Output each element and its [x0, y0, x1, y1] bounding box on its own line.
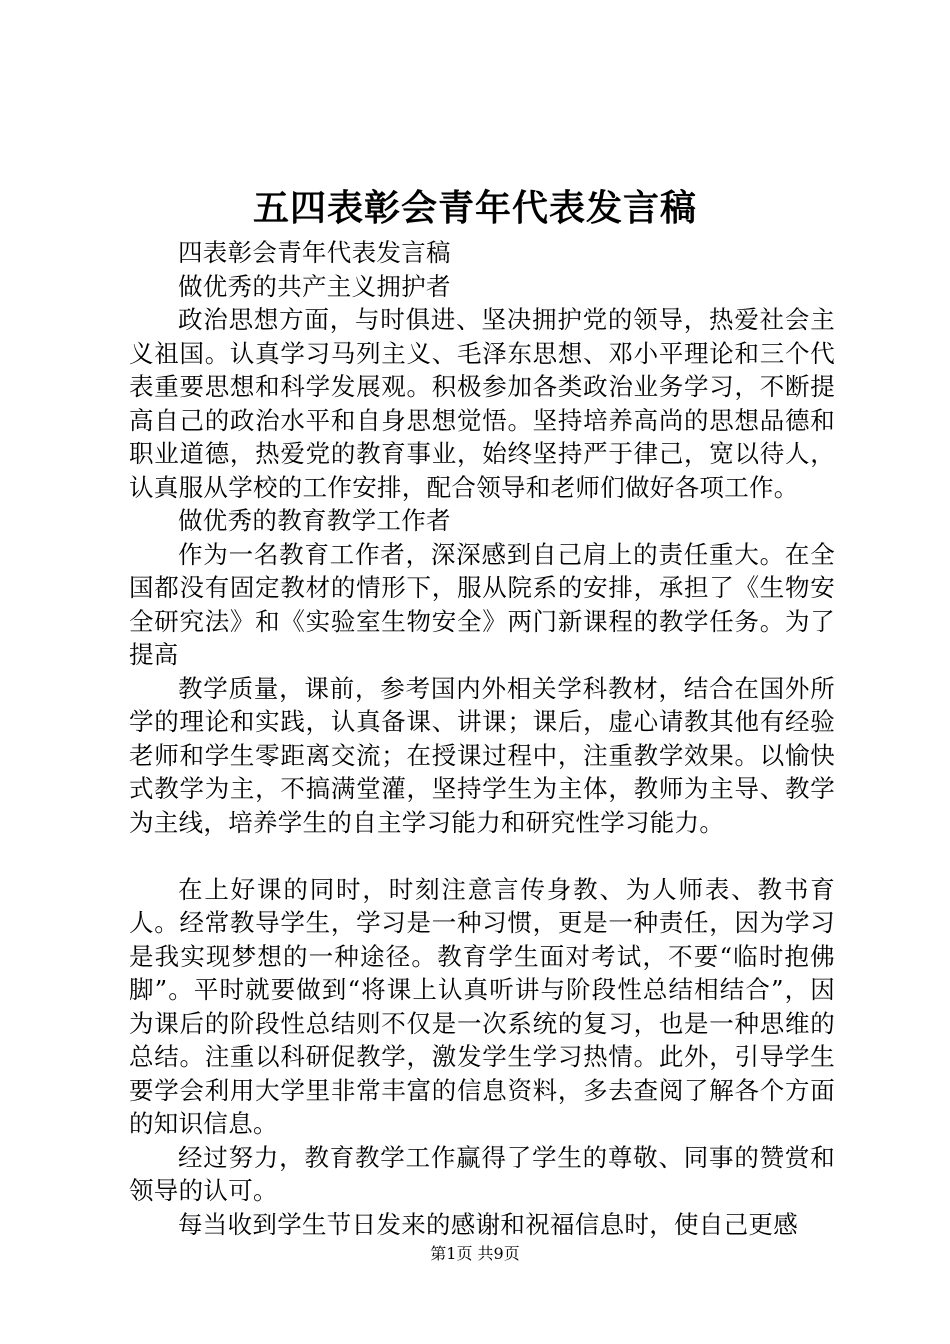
paragraph-responsibility: 作为一名教育工作者，深深感到自己肩上的责任重大。在全国都没有固定教材的情形下，服从院系的安排，承担了《生物安全研究法》和《实验室生物安全》两门新课程的教学任务。为了提高	[129, 539, 835, 669]
paragraph-subtitle: 四表彰会青年代表发言稿	[178, 238, 451, 267]
page-footer: 第1页 共9页	[430, 1244, 520, 1263]
section-heading-teaching: 做优秀的教育教学工作者	[178, 506, 451, 535]
document-body	[129, 236, 835, 1241]
paragraph-recognition: 经过努力，教育教学工作赢得了学生的尊敬、同事的赞赏和领导的认可。	[129, 1142, 835, 1205]
paragraph-gratitude: 每当收到学生节日发来的感谢和祝福信息时，使自己更感	[178, 1209, 798, 1239]
paragraph-role-model: 在上好课的同时，时刻注意言传身教、为人师表、教书育人。经常教导学生，学习是一种习惯，更是一种责任，因为学习是我实现梦想的一种途径。教育学生面对考试，不要“临时抱佛脚”。平时就要做到“将课上认真听讲与阶段性总结相结合”，因为课后的阶段性总结则不仅是一次系统的复习，也是一种思维的总结。注重以科研促教学，激发学生学习热情。此外，引导学生要学会利用大学里非常丰富的信息资料，多去查阅了解各个方面的知识信息。	[129, 874, 835, 1138]
blank-line	[129, 839, 835, 873]
paragraph-political: 政治思想方面，与时俱进、坚决拥护党的领导，热爱社会主义祖国。认真学习马列主义、毛泽东思想、邓小平理论和三个代表重要思想和科学发展观。积极参加各类政治业务学习，不断提高自己的政治水平和自身思想觉悟。坚持培养高尚的思想品德和职业道德，热爱党的教育事业，始终坚持严于律己，宽以待人，认真服从学校的工作安排，配合领导和老师们做好各项工作。	[129, 305, 835, 502]
section-heading-communist: 做优秀的共产主义拥护者	[178, 271, 451, 301]
document-title: 五四表彰会青年代表发言稿	[252, 187, 697, 229]
paragraph-teaching-quality: 教学质量，课前，参考国内外相关学科教材，结合在国外所学的理论和实践，认真备课、讲课；课后，虚心请教其他有经验老师和学生零距离交流；在授课过程中，注重教学效果。以愉快式教学为主，不搞满堂灌，坚持学生为主体，教师为主导、教学为主线，培养学生的自主学习能力和研究性学习能力。	[129, 673, 835, 837]
